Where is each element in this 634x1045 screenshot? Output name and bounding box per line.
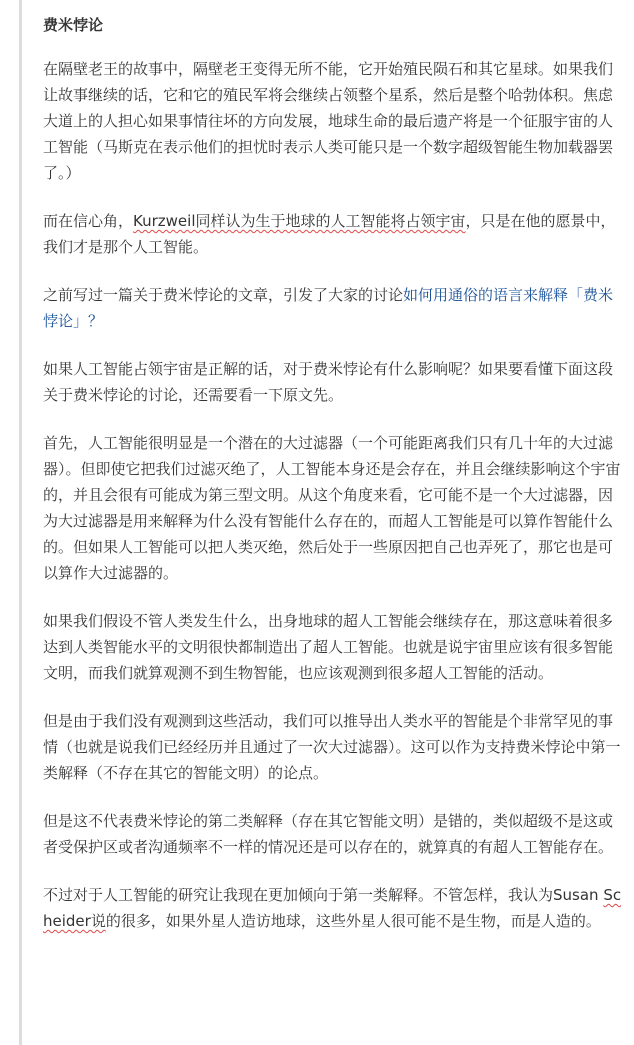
section-heading: 费米悖论 bbox=[43, 16, 104, 34]
paragraph-9-text-end: 的很多，如果外星人造访地球，这些外星人很可能不是生物，而是人造的。 bbox=[105, 912, 601, 930]
paragraph-3 bbox=[43, 282, 623, 334]
paragraph-5: 首先，人工智能很明显是一个潜在的大过滤器（一个可能距离我们只有几十年的大过滤器）。但即使它把我们过滤灭绝了，人工智能本身还是会存在，并且会继续影响这个宇宙的，并且会很有可能成为第三型文明。从这个角度来看，它可能不是一个大过滤器，因为大过滤器是用来解释为什么没有智能什么存在的，而超人工智能是可以算作智能什么的。但如果人工智能可以把人类灭绝，然后处于一些原因把自己也弄死了，那它也是可以算作大过滤器的。 bbox=[43, 434, 621, 582]
spellcheck-marked-text: Kurzweil同样认为生于地球的人工智能将占领宇宙 bbox=[133, 212, 466, 230]
paragraph-4: 如果人工智能占领宇宙是正解的话，对于费米悖论有什么影响呢？如果要看懂下面这段关于费米悖论的讨论，还需要看一下原文先。 bbox=[43, 360, 614, 404]
paragraph-3-text: 之前写过一篇关于费米悖论的文章，引发了大家的讨论 bbox=[43, 286, 404, 304]
paragraph-9-text: 不过对于人工智能的研究让我现在更加倾向于第一类解释。不管怎样，我认为Susan bbox=[43, 886, 604, 904]
paragraph-7: 但是由于我们没有观测到这些活动，我们可以推导出人类水平的智能是个非常罕见的事情（也就是说我们已经经历并且通过了一次大过滤器）。这可以作为支持费米悖论中第一类解释（不存在其它的智能文明）的论点。 bbox=[43, 712, 621, 782]
paragraph-6: 如果我们假设不管人类发生什么，出身地球的超人工智能会继续存在，那这意味着很多达到人类智能水平的文明很快都制造出了超人工智能。也就是说宇宙里应该有很多智能文明，而我们就算观测不到生物智能，也应该观测到很多超人工智能的活动。 bbox=[43, 612, 614, 682]
paragraph-9 bbox=[43, 882, 623, 934]
paragraph-1: 在隔壁老王的故事中，隔壁老王变得无所不能，它开始殖民陨石和其它星球。如果我们让故事继续的话，它和它的殖民军将会继续占领整个星系，然后是整个哈勃体积。焦虑大道上的人担心如果事情往坏的方向发展，地球生命的最后遗产将是一个征服宇宙的人工智能（马斯克在表示他们的担忧时表示人类可能只是一个数字超级智能生物加载器罢了。） bbox=[43, 60, 614, 182]
spellcheck-marked-name: Scheider说 bbox=[43, 886, 622, 930]
fermi-paradox-link[interactable]: 如何用通俗的语言来解释「费米悖论」？ bbox=[43, 286, 614, 330]
paragraph-8: 但是这不代表费米悖论的第二类解释（存在其它智能文明）是错的，类似超级不是这或者受保护区或者沟通频率不一样的情况还是可以存在的，就算真的有超人工智能存在。 bbox=[43, 812, 614, 856]
paragraph-2 bbox=[43, 208, 623, 260]
article-body bbox=[43, 8, 623, 956]
blockquote-bar bbox=[19, 0, 22, 1045]
paragraph-2-text: 而在信心角， bbox=[43, 212, 134, 230]
paragraph-2-text-end: ，只是在他的愿景中，我们才是那个人工智能。 bbox=[43, 212, 616, 256]
